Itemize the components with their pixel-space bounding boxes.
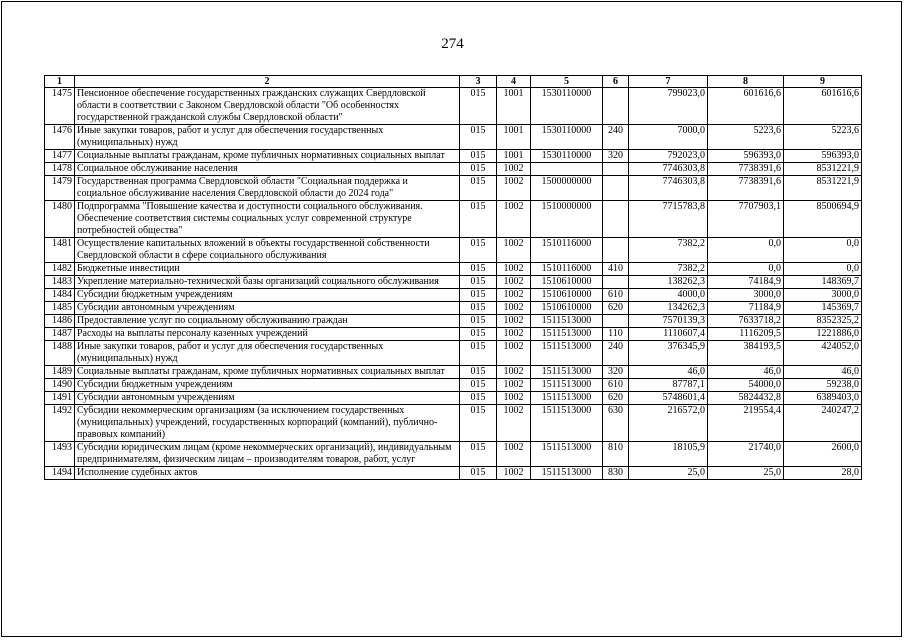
admin-code: 015 [460,405,497,442]
target-article-code: 1530110000 [531,125,603,150]
amount-col8: 596393,0 [708,150,784,163]
target-article-code: 1510000000 [531,201,603,238]
row-number: 1493 [45,442,75,467]
amount-col9: 59238,0 [784,379,862,392]
row-number: 1482 [45,263,75,276]
amount-col9: 3000,0 [784,289,862,302]
section-code: 1002 [497,405,531,442]
amount-col9: 0,0 [784,263,862,276]
admin-code: 015 [460,366,497,379]
admin-code: 015 [460,276,497,289]
table-row [45,163,862,176]
row-name: Субсидии юридическим лицам (кроме некоммерческих организаций), индивидуальным предпринимателям, физическим лицам – производителям товаров, работ, услуг [75,442,460,467]
table-row [45,88,862,125]
amount-col9: 148369,7 [784,276,862,289]
amount-col8: 5824432,8 [708,392,784,405]
amount-col8: 21740,0 [708,442,784,467]
amount-col8: 0,0 [708,238,784,263]
amount-col8: 3000,0 [708,289,784,302]
row-name: Иные закупки товаров, работ и услуг для обеспечения государственных (муниципальных) нужд [75,341,460,366]
amount-col8: 7738391,6 [708,176,784,201]
row-name: Укрепление материально-технической базы организаций социального обслуживания [75,276,460,289]
section-code: 1002 [497,467,531,480]
column-header: 4 [497,76,531,88]
amount-col7: 7382,2 [629,238,708,263]
column-header: 6 [603,76,629,88]
amount-col9: 8531221,9 [784,176,862,201]
row-name: Пенсионное обеспечение государственных гражданских служащих Свердловской области в соответствии с Законом Свердловской области "Об особенностях государственной гражданской службы Свердловской области" [75,88,460,125]
amount-col9: 2600,0 [784,442,862,467]
admin-code: 015 [460,392,497,405]
amount-col8: 384193,5 [708,341,784,366]
expense-type-code: 320 [603,150,629,163]
row-number: 1476 [45,125,75,150]
amount-col7: 25,0 [629,467,708,480]
row-number: 1478 [45,163,75,176]
amount-col9: 28,0 [784,467,862,480]
admin-code: 015 [460,289,497,302]
admin-code: 015 [460,442,497,467]
row-number: 1486 [45,315,75,328]
amount-col7: 792023,0 [629,150,708,163]
column-header: 1 [45,76,75,88]
expense-type-code [603,238,629,263]
row-name: Бюджетные инвестиции [75,263,460,276]
amount-col9: 240247,2 [784,405,862,442]
page-number: 274 [441,36,464,52]
admin-code: 015 [460,263,497,276]
section-code: 1002 [497,366,531,379]
admin-code: 015 [460,328,497,341]
row-name: Исполнение судебных актов [75,467,460,480]
admin-code: 015 [460,201,497,238]
amount-col9: 0,0 [784,238,862,263]
expense-type-code [603,88,629,125]
amount-col9: 596393,0 [784,150,862,163]
row-name: Субсидии автономным учреждениям [75,302,460,315]
section-code: 1002 [497,201,531,238]
expense-type-code: 620 [603,392,629,405]
row-number: 1479 [45,176,75,201]
amount-col8: 7707903,1 [708,201,784,238]
amount-col7: 7746303,8 [629,163,708,176]
amount-col7: 376345,9 [629,341,708,366]
table-row [45,176,862,201]
section-code: 1002 [497,379,531,392]
amount-col7: 7715783,8 [629,201,708,238]
admin-code: 015 [460,176,497,201]
table-row [45,392,862,405]
column-header: 9 [784,76,862,88]
amount-col8: 0,0 [708,263,784,276]
row-number: 1481 [45,238,75,263]
expense-type-code: 810 [603,442,629,467]
amount-col8: 1116209,5 [708,328,784,341]
target-article-code: 1530110000 [531,88,603,125]
amount-col8: 219554,4 [708,405,784,442]
amount-col7: 7746303,8 [629,176,708,201]
table-row [45,263,862,276]
amount-col7: 799023,0 [629,88,708,125]
row-number: 1484 [45,289,75,302]
section-code: 1001 [497,88,531,125]
amount-col8: 5223,6 [708,125,784,150]
expense-type-code [603,201,629,238]
table-row [45,289,862,302]
section-code: 1002 [497,442,531,467]
target-article-code: 1511513000 [531,467,603,480]
amount-col7: 4000,0 [629,289,708,302]
admin-code: 015 [460,238,497,263]
row-name: Субсидии бюджетным учреждениям [75,379,460,392]
amount-col7: 46,0 [629,366,708,379]
table-row [45,302,862,315]
amount-col9: 46,0 [784,366,862,379]
row-number: 1489 [45,366,75,379]
expense-type-code [603,276,629,289]
row-number: 1490 [45,379,75,392]
row-number: 1475 [45,88,75,125]
amount-col7: 18105,9 [629,442,708,467]
row-name: Социальное обслуживание населения [75,163,460,176]
admin-code: 015 [460,379,497,392]
amount-col9: 601616,6 [784,88,862,125]
amount-col8: 25,0 [708,467,784,480]
expense-type-code [603,315,629,328]
table-row [45,366,862,379]
row-number: 1492 [45,405,75,442]
section-code: 1002 [497,341,531,366]
row-name: Социальные выплаты гражданам, кроме публичных нормативных социальных выплат [75,150,460,163]
expense-type-code: 630 [603,405,629,442]
amount-col8: 46,0 [708,366,784,379]
target-article-code: 1510116000 [531,238,603,263]
amount-col8: 74184,9 [708,276,784,289]
admin-code: 015 [460,88,497,125]
section-code: 1002 [497,289,531,302]
amount-col7: 87787,1 [629,379,708,392]
target-article-code: 1511513000 [531,315,603,328]
section-code: 1002 [497,276,531,289]
row-name: Субсидии бюджетным учреждениям [75,289,460,302]
row-number: 1480 [45,201,75,238]
target-article-code: 1511513000 [531,392,603,405]
amount-col7: 1110607,4 [629,328,708,341]
expense-type-code [603,176,629,201]
expense-type-code: 240 [603,341,629,366]
row-number: 1477 [45,150,75,163]
admin-code: 015 [460,315,497,328]
section-code: 1002 [497,302,531,315]
expense-type-code: 610 [603,379,629,392]
amount-col7: 7570139,3 [629,315,708,328]
row-name: Расходы на выплаты персоналу казенных учреждений [75,328,460,341]
table-row [45,405,862,442]
section-code: 1002 [497,176,531,201]
section-code: 1002 [497,263,531,276]
target-article-code: 1510610000 [531,276,603,289]
table-row [45,341,862,366]
section-code: 1001 [497,150,531,163]
amount-col9: 8500694,9 [784,201,862,238]
target-article-code: 1500000000 [531,176,603,201]
amount-col7: 5748601,4 [629,392,708,405]
amount-col7: 138262,3 [629,276,708,289]
admin-code: 015 [460,125,497,150]
amount-col8: 7738391,6 [708,163,784,176]
amount-col9: 8531221,9 [784,163,862,176]
amount-col7: 134262,3 [629,302,708,315]
table-row [45,467,862,480]
column-header: 5 [531,76,603,88]
admin-code: 015 [460,302,497,315]
target-article-code: 1510116000 [531,263,603,276]
section-code: 1001 [497,125,531,150]
expense-type-code: 240 [603,125,629,150]
target-article-code: 1510610000 [531,289,603,302]
admin-code: 015 [460,150,497,163]
table-row [45,201,862,238]
target-article-code: 1510610000 [531,302,603,315]
section-code: 1002 [497,328,531,341]
amount-col8: 54000,0 [708,379,784,392]
row-name: Предоставление услуг по социальному обслуживанию граждан [75,315,460,328]
row-number: 1488 [45,341,75,366]
target-article-code: 1511513000 [531,328,603,341]
expense-type-code: 320 [603,366,629,379]
target-article-code: 1511513000 [531,442,603,467]
row-number: 1487 [45,328,75,341]
amount-col8: 71184,9 [708,302,784,315]
row-number: 1491 [45,392,75,405]
target-article-code: 1511513000 [531,405,603,442]
column-header: 7 [629,76,708,88]
amount-col7: 7000,0 [629,125,708,150]
table-row [45,328,862,341]
amount-col9: 424052,0 [784,341,862,366]
row-name: Государственная программа Свердловской области "Социальная поддержка и социальное обслуживание населения Свердловской области до 2024 года" [75,176,460,201]
row-number: 1494 [45,467,75,480]
expense-type-code: 410 [603,263,629,276]
table-row [45,379,862,392]
section-code: 1002 [497,163,531,176]
table-row [45,276,862,289]
expense-type-code [603,163,629,176]
amount-col9: 145369,7 [784,302,862,315]
amount-col8: 7633718,2 [708,315,784,328]
target-article-code: 1511513000 [531,341,603,366]
expense-type-code: 610 [603,289,629,302]
table-row [45,315,862,328]
row-name: Субсидии некоммерческим организациям (за исключением государственных (муниципальных) учреждений, государственных корпораций (компаний), публично-правовых компаний) [75,405,460,442]
column-header: 8 [708,76,784,88]
row-name: Социальные выплаты гражданам, кроме публичных нормативных социальных выплат [75,366,460,379]
amount-col9: 8352325,2 [784,315,862,328]
amount-col7: 216572,0 [629,405,708,442]
section-code: 1002 [497,315,531,328]
amount-col7: 7382,2 [629,263,708,276]
admin-code: 015 [460,467,497,480]
row-name: Подпрограмма "Повышение качества и доступности социального обслуживания. Обеспечение соответствия системы социальных услуг современной структуре потребностей общества" [75,201,460,238]
column-header: 3 [460,76,497,88]
column-header: 2 [75,76,460,88]
amount-col9: 6389403,0 [784,392,862,405]
row-number: 1483 [45,276,75,289]
row-name: Осуществление капитальных вложений в объекты государственной собственности Свердловской области в сфере социального обслуживания [75,238,460,263]
expense-type-code: 620 [603,302,629,315]
row-name: Иные закупки товаров, работ и услуг для обеспечения государственных (муниципальных) нужд [75,125,460,150]
admin-code: 015 [460,341,497,366]
target-article-code [531,163,603,176]
amount-col9: 1221886,0 [784,328,862,341]
amount-col8: 601616,6 [708,88,784,125]
expense-type-code: 110 [603,328,629,341]
section-code: 1002 [497,238,531,263]
target-article-code: 1530110000 [531,150,603,163]
row-name: Субсидии автономным учреждениям [75,392,460,405]
budget-table [44,75,862,480]
table-row [45,150,862,163]
table-row [45,125,862,150]
row-number: 1485 [45,302,75,315]
target-article-code: 1511513000 [531,379,603,392]
section-code: 1002 [497,392,531,405]
expense-type-code: 830 [603,467,629,480]
admin-code: 015 [460,163,497,176]
amount-col9: 5223,6 [784,125,862,150]
table-row [45,442,862,467]
table-row [45,238,862,263]
target-article-code: 1511513000 [531,366,603,379]
header-row [45,76,862,88]
